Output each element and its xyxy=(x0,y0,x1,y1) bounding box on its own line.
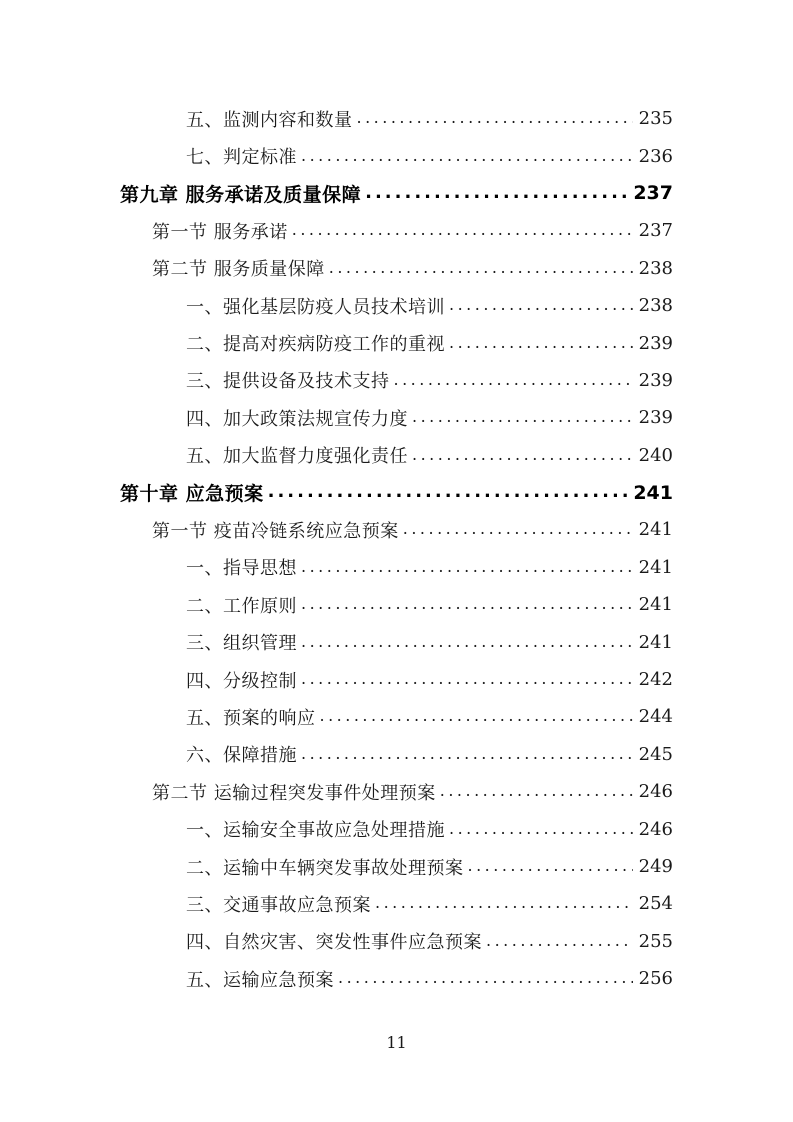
toc-section-entry[interactable] xyxy=(0,250,793,287)
toc-chapter-entry[interactable] xyxy=(0,175,793,212)
toc-entry-title: 一、指导思想 xyxy=(186,558,297,580)
toc-entry-page: 239 xyxy=(638,407,673,429)
toc-entry-title: 第二节 运输过程突发事件处理预案 xyxy=(152,782,436,804)
toc-dot-leader xyxy=(301,632,633,651)
toc-entry-page: 241 xyxy=(638,556,673,578)
toc-dot-leader xyxy=(468,856,633,875)
toc-dot-leader xyxy=(375,893,633,912)
toc-item-entry[interactable] xyxy=(0,923,793,960)
toc-entry-title: 二、提高对疾病防疫工作的重视 xyxy=(186,334,445,356)
toc-entry-page: 241 xyxy=(633,481,673,504)
toc-item-entry[interactable] xyxy=(0,287,793,324)
toc-entry-title: 五、加大监督力度强化责任 xyxy=(186,446,408,468)
toc-entry-title: 四、分级控制 xyxy=(186,670,297,692)
toc-entry-page: 242 xyxy=(638,669,673,691)
toc-entry-title: 四、自然灾害、突发性事件应急预案 xyxy=(186,932,482,954)
toc-entry-page: 246 xyxy=(638,781,673,803)
toc-entry-page: 241 xyxy=(638,594,673,616)
toc-entry-page: 238 xyxy=(638,295,673,317)
toc-entry-page: 235 xyxy=(638,108,673,130)
toc-item-entry[interactable] xyxy=(0,137,793,174)
toc-section-entry[interactable] xyxy=(0,773,793,810)
toc-dot-leader xyxy=(292,220,633,239)
toc-entry-page: 240 xyxy=(638,444,673,466)
toc-dot-leader xyxy=(329,258,633,277)
toc-entry-title: 七、判定标准 xyxy=(186,147,297,169)
toc-entry-title: 五、预案的响应 xyxy=(186,707,316,729)
toc-entry-title: 第一节 服务承诺 xyxy=(152,221,288,243)
toc-dot-leader xyxy=(357,108,633,127)
toc-dot-leader xyxy=(268,481,628,502)
toc-dot-leader xyxy=(320,706,633,725)
toc-entry-title: 三、交通事故应急预案 xyxy=(186,894,371,916)
toc-entry-title: 一、运输安全事故应急处理措施 xyxy=(186,820,445,842)
toc-entry-title: 第一节 疫苗冷链系统应急预案 xyxy=(152,520,399,542)
toc-entry-page: 241 xyxy=(638,631,673,653)
toc-item-entry[interactable] xyxy=(0,698,793,735)
toc-section-entry[interactable] xyxy=(0,212,793,249)
toc-entry-page: 239 xyxy=(638,332,673,354)
toc-dot-leader xyxy=(440,781,633,800)
toc-item-entry[interactable] xyxy=(0,960,793,997)
toc-item-entry[interactable] xyxy=(0,100,793,137)
toc-dot-leader xyxy=(486,931,633,950)
toc-item-entry[interactable] xyxy=(0,362,793,399)
toc-item-entry[interactable] xyxy=(0,399,793,436)
toc-entry-page: 236 xyxy=(638,145,673,167)
toc-dot-leader xyxy=(365,182,627,203)
toc-item-entry[interactable] xyxy=(0,885,793,922)
toc-entry-title: 三、组织管理 xyxy=(186,633,297,655)
toc-entry-page: 237 xyxy=(633,182,673,205)
toc-dot-leader xyxy=(412,445,633,464)
table-of-contents xyxy=(0,100,793,997)
toc-entry-title: 五、监测内容和数量 xyxy=(186,109,353,131)
toc-entry-title: 五、运输应急预案 xyxy=(186,969,334,991)
toc-entry-page: 254 xyxy=(638,893,673,915)
toc-dot-leader xyxy=(412,407,633,426)
toc-dot-leader xyxy=(403,519,633,538)
toc-dot-leader xyxy=(301,557,633,576)
toc-entry-page: 241 xyxy=(638,519,673,541)
toc-item-entry[interactable] xyxy=(0,810,793,847)
toc-dot-leader xyxy=(301,594,633,613)
toc-item-entry[interactable] xyxy=(0,586,793,623)
toc-entry-page: 245 xyxy=(638,743,673,765)
toc-entry-title: 六、保障措施 xyxy=(186,745,297,767)
toc-entry-page: 244 xyxy=(638,706,673,728)
toc-item-entry[interactable] xyxy=(0,549,793,586)
toc-chapter-entry[interactable] xyxy=(0,474,793,511)
toc-entry-title: 第二节 服务质量保障 xyxy=(152,259,325,281)
toc-item-entry[interactable] xyxy=(0,848,793,885)
toc-entry-page: 255 xyxy=(638,930,673,952)
toc-section-entry[interactable] xyxy=(0,511,793,548)
toc-item-entry[interactable] xyxy=(0,324,793,361)
toc-entry-title: 第十章 应急预案 xyxy=(120,483,264,506)
toc-item-entry[interactable] xyxy=(0,661,793,698)
toc-item-entry[interactable] xyxy=(0,623,793,660)
toc-entry-title: 二、运输中车辆突发事故处理预案 xyxy=(186,857,464,879)
toc-entry-page: 249 xyxy=(638,856,673,877)
toc-entry-page: 246 xyxy=(638,818,673,840)
toc-item-entry[interactable] xyxy=(0,736,793,773)
page-number: 11 xyxy=(386,1033,407,1052)
toc-entry-page: 237 xyxy=(638,220,673,242)
toc-dot-leader xyxy=(301,744,633,763)
toc-item-entry[interactable] xyxy=(0,437,793,474)
toc-dot-leader xyxy=(301,146,633,165)
toc-entry-title: 三、提供设备及技术支持 xyxy=(186,371,390,393)
toc-dot-leader xyxy=(449,295,633,314)
toc-entry-page: 239 xyxy=(638,369,673,391)
toc-dot-leader xyxy=(301,669,633,688)
toc-entry-title: 第九章 服务承诺及质量保障 xyxy=(120,183,362,206)
toc-entry-title: 二、工作原则 xyxy=(186,595,297,617)
toc-entry-title: 四、加大政策法规宣传力度 xyxy=(186,408,408,430)
toc-entry-page: 238 xyxy=(638,257,673,279)
toc-dot-leader xyxy=(338,968,633,987)
toc-dot-leader xyxy=(394,370,633,389)
toc-entry-page: 256 xyxy=(638,968,673,990)
toc-dot-leader xyxy=(449,333,633,352)
toc-entry-title: 一、强化基层防疫人员技术培训 xyxy=(186,296,445,318)
toc-dot-leader xyxy=(449,819,633,838)
